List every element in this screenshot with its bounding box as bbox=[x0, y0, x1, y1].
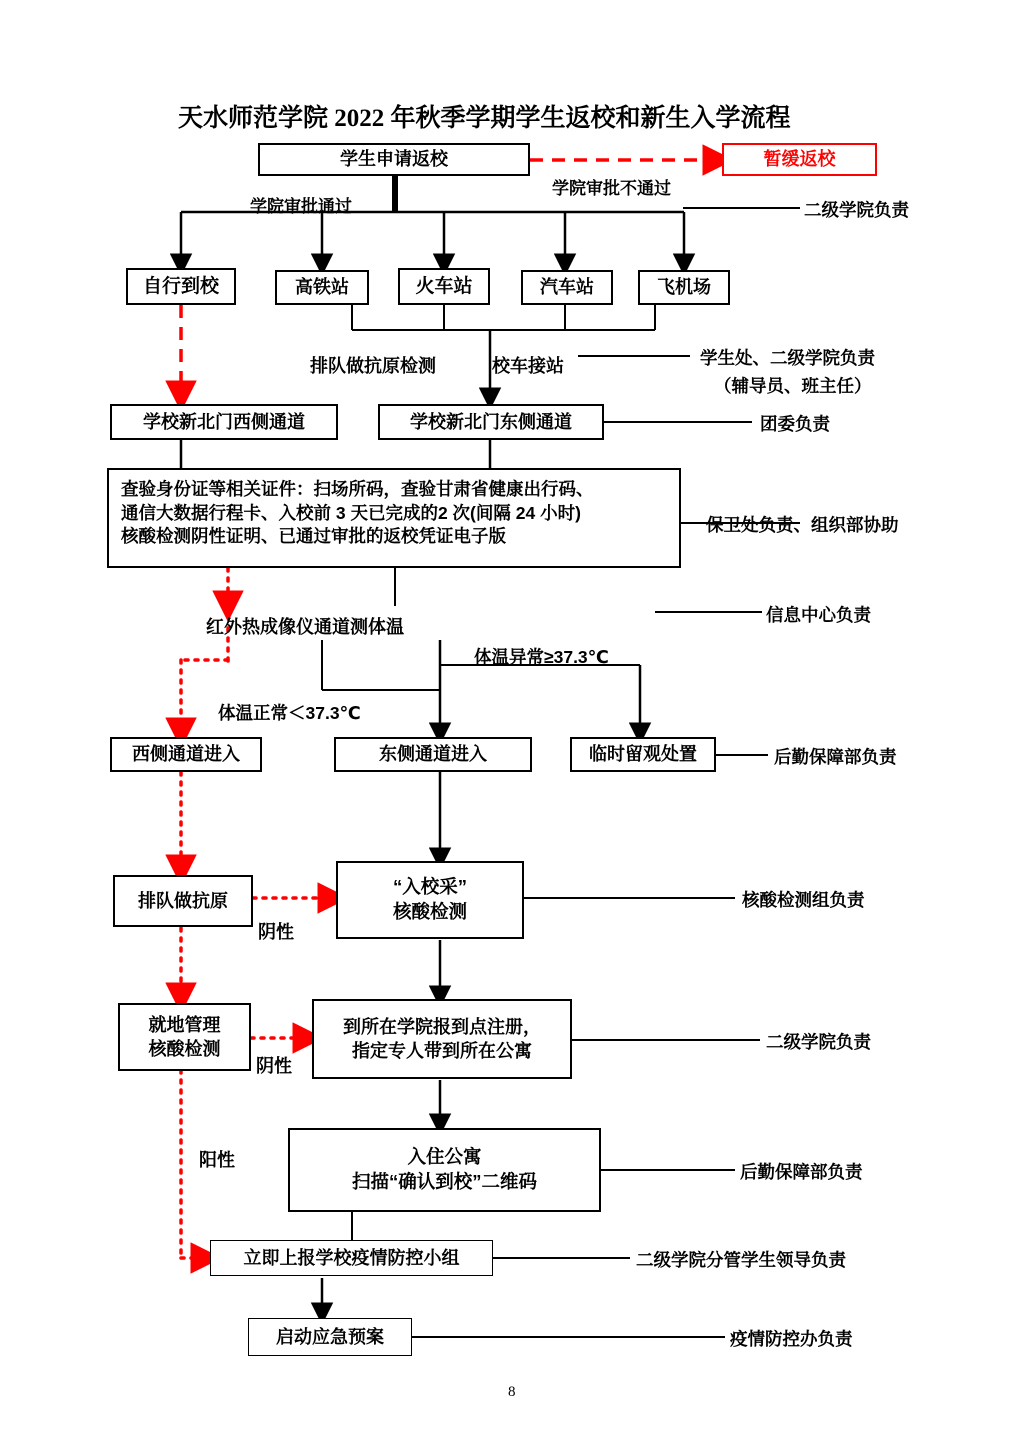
node-entry-nucleic-test[interactable] bbox=[336, 861, 524, 939]
node-emergency-plan[interactable]: 启动应急预案 bbox=[248, 1318, 412, 1356]
checkin-line-1: 入住公寓 bbox=[407, 1146, 482, 1168]
document-check-line-2: 通信大数据行程卡、入校前 3 天已完成的2 次(间隔 24 小时) bbox=[121, 502, 581, 523]
node-self-arrive[interactable]: 自行到校 bbox=[126, 268, 236, 305]
node-west-enter[interactable]: 西侧通道进入 bbox=[110, 737, 262, 772]
node-suspend-return[interactable]: 暂缓返校 bbox=[722, 143, 877, 176]
node-document-check[interactable] bbox=[107, 468, 681, 568]
checkin-line-2: 扫描“确认到校”二维码 bbox=[351, 1171, 537, 1192]
document-check-line-3: 核酸检测阴性证明、已通过审批的返校凭证电子版 bbox=[121, 526, 506, 547]
responsibility-nucleic-group: 核酸检测组负责 bbox=[742, 890, 865, 910]
label-infrared-temp: 红外热成像仪通道测体温 bbox=[206, 617, 404, 637]
responsibility-youth-league: 团委负责 bbox=[760, 414, 830, 434]
label-negative-2: 阴性 bbox=[256, 1056, 292, 1076]
label-queue-antigen-test: 排队做抗原检测 bbox=[310, 356, 436, 376]
responsibility-college-2: 二级学院负责 bbox=[766, 1032, 871, 1052]
page-title: 天水师范学院 2022 年秋季学期学生返校和新生入学流程 bbox=[178, 105, 791, 132]
label-negative-1: 阴性 bbox=[258, 922, 294, 942]
responsibility-info-center: 信息中心负责 bbox=[766, 605, 871, 625]
responsibility-logistics-1: 后勤保障部负责 bbox=[774, 747, 897, 767]
node-apply-return[interactable]: 学生申请返校 bbox=[258, 143, 530, 176]
document-check-line-1: 查验身份证等相关证件：扫场所码，查验甘肃省健康出行码、 bbox=[121, 479, 594, 499]
onsite-line-1: 就地管理 bbox=[148, 1014, 221, 1035]
label-not-approved: 学院审批不通过 bbox=[552, 179, 671, 198]
page-number: 8 bbox=[508, 1384, 516, 1400]
responsibility-college-leader: 二级学院分管学生领导负责 bbox=[636, 1250, 846, 1270]
node-airport[interactable]: 飞机场 bbox=[638, 270, 730, 305]
node-east-channel[interactable]: 学校新北门东侧通道 bbox=[378, 404, 604, 440]
register-line-1: 到所在学院报到点注册， bbox=[343, 1016, 541, 1037]
label-temp-abnormal: 体温异常≥37.3℃ bbox=[474, 647, 609, 667]
responsibility-student-affairs-line1: 学生处、二级学院负责 bbox=[700, 348, 875, 368]
node-west-channel[interactable]: 学校新北门西侧通道 bbox=[110, 404, 338, 440]
label-temp-normal: 体温正常＜37.3℃ bbox=[218, 703, 361, 723]
responsibility-epidemic-office: 疫情防控办负责 bbox=[730, 1329, 853, 1349]
node-register-at-college[interactable] bbox=[312, 999, 572, 1079]
responsibility-college: 二级学院负责 bbox=[804, 200, 909, 220]
node-onsite-management[interactable] bbox=[118, 1003, 251, 1071]
label-approved: 学院审批通过 bbox=[250, 197, 352, 216]
node-hsr-station[interactable]: 高铁站 bbox=[275, 270, 369, 305]
entry-nucleic-line-2: 核酸检测 bbox=[392, 901, 467, 922]
label-positive: 阳性 bbox=[199, 1150, 235, 1170]
node-queue-antigen[interactable]: 排队做抗原 bbox=[113, 875, 253, 927]
responsibility-logistics-2: 后勤保障部负责 bbox=[740, 1162, 863, 1182]
node-bus-station[interactable]: 汽车站 bbox=[521, 270, 613, 305]
label-shuttle-pickup: 校车接站 bbox=[492, 356, 564, 376]
entry-nucleic-line-1: “入校采” bbox=[392, 876, 467, 898]
responsibility-student-affairs-line2: （辅导员、班主任） bbox=[714, 376, 872, 396]
register-line-2: 指定专人带到所在公寓 bbox=[352, 1041, 532, 1061]
node-train-station[interactable]: 火车站 bbox=[398, 268, 490, 305]
responsibility-security: 保卫处负责、组织部协助 bbox=[706, 515, 899, 535]
node-east-enter[interactable]: 东侧通道进入 bbox=[334, 737, 532, 772]
node-checkin-dorm[interactable] bbox=[288, 1128, 601, 1212]
node-report-to-group[interactable]: 立即上报学校疫情防控小组 bbox=[210, 1240, 493, 1276]
onsite-line-2: 核酸检测 bbox=[148, 1039, 221, 1059]
node-temporary-observation[interactable]: 临时留观处置 bbox=[570, 737, 716, 772]
